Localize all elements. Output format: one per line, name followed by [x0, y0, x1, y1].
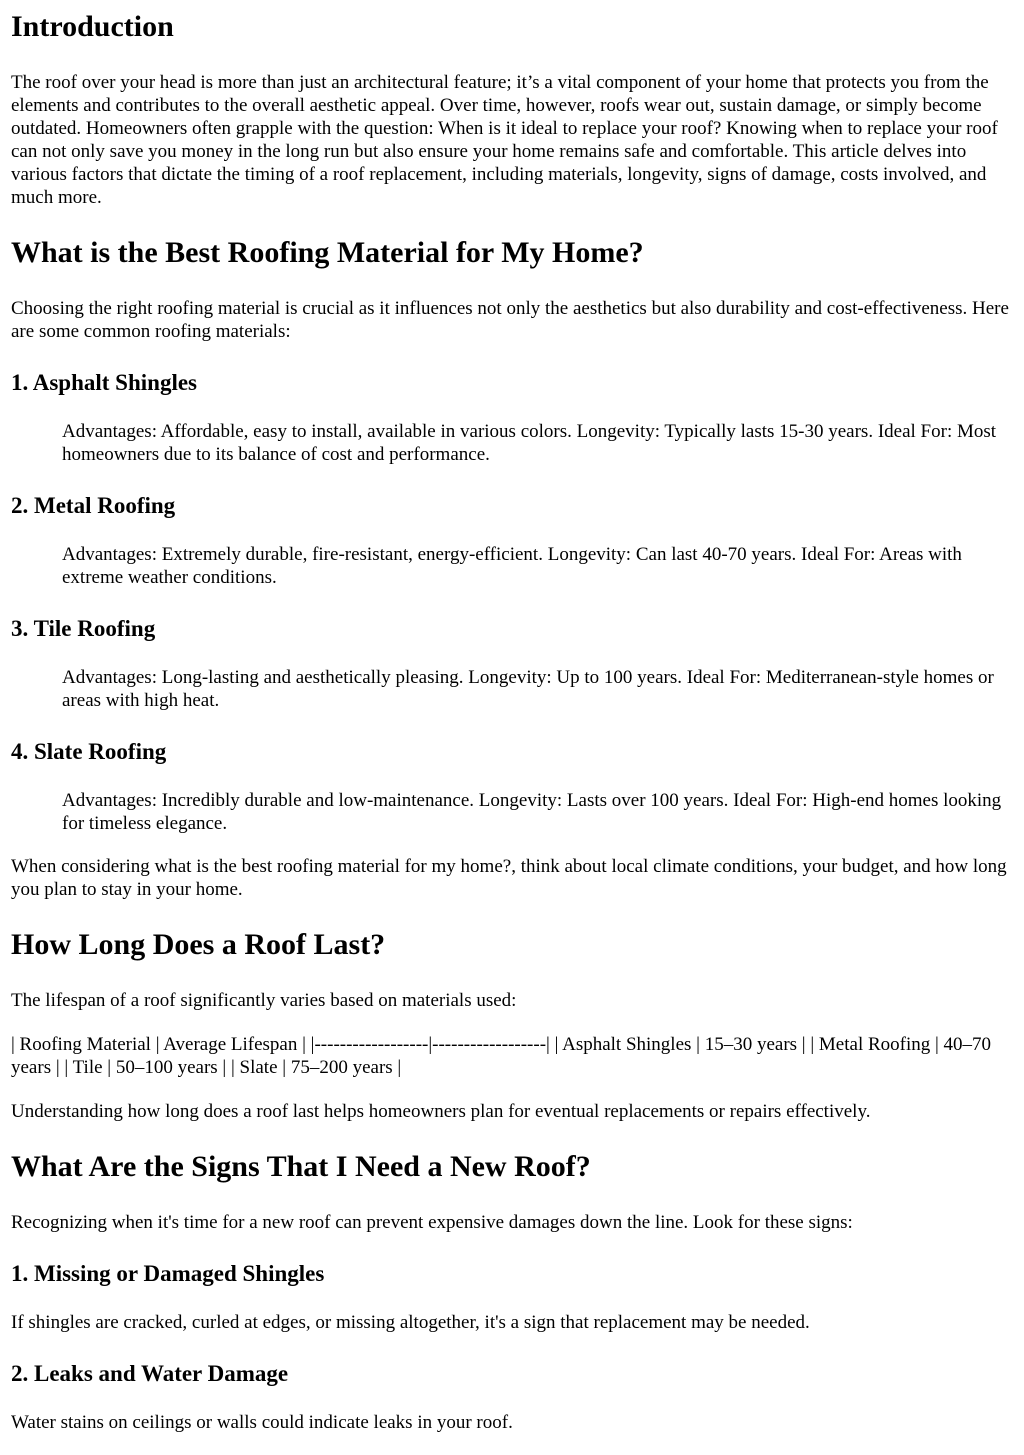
signs-subheading-leaks: 2. Leaks and Water Damage: [11, 1361, 289, 1386]
intro-heading: Introduction: [11, 10, 174, 43]
signs-subheading-shingles: 1. Missing or Damaged Shingles: [11, 1261, 325, 1286]
article: [0, 9, 1024, 1434]
lifespan-outro-paragraph: Understanding how long does a roof last helps homeowners plan for eventual replacements or repairs effectively.: [11, 1101, 871, 1122]
material-intro-paragraph: Choosing the right roofing material is crucial as it influences not only the aesthetics but also durability and cost-effectiveness. Here are some common roofing materials:: [11, 298, 1009, 342]
lifespan-heading: How Long Does a Roof Last?: [11, 928, 386, 961]
lifespan-intro-paragraph: The lifespan of a roof significantly varies based on materials used:: [11, 990, 517, 1011]
intro-paragraph: The roof over your head is more than just an architectural feature; it’s a vital component of your home that protects you from the elements and contributes to the overall aesthetic appeal. Over time, however, roofs wear out, sustain damage, or simply become outdated. Homeowners often grapple with the question: When is it ideal to replace your roof? Knowing when to replace your roof can not only save you money in the long run but also ensure your home remains safe and comfortable. This article delves into various factors that dictate the timing of a roof replacement, including materials, longevity, signs of damage, costs involved, and much more.: [11, 72, 998, 208]
lifespan-table-text: | Roofing Material | Average Lifespan | |------------------|------------------| | Asphalt Shingles | 15–30 years | | Metal Roofing | 40–70 years | | Tile | 50–100 years | | Slate | 75–200 years |: [11, 1034, 992, 1078]
material-quote-slate: Advantages: Incredibly durable and low-maintenance. Longevity: Lasts over 100 years. Ideal For: High-end homes looking for timeless elegance.: [62, 790, 1002, 834]
material-outro-paragraph: When considering what is the best roofing material for my home?, think about local climate conditions, your budget, and how long you plan to stay in your home.: [11, 856, 1007, 900]
signs-intro-paragraph: Recognizing when it's time for a new roof can prevent expensive damages down the line. Look for these signs:: [11, 1212, 853, 1233]
material-quote-metal: Advantages: Extremely durable, fire-resistant, energy-efficient. Longevity: Can last 40-70 years. Ideal For: Areas with extreme weather conditions.: [62, 544, 962, 588]
material-subheading-asphalt: 1. Asphalt Shingles: [11, 370, 197, 395]
material-subheading-metal: 2. Metal Roofing: [11, 493, 176, 518]
signs-paragraph-leaks: Water stains on ceilings or walls could indicate leaks in your roof.: [11, 1412, 513, 1433]
material-quote-asphalt: Advantages: Affordable, easy to install, available in various colors. Longevity: Typically lasts 15-30 years. Ideal For: Most homeowners due to its balance of cost and performance.: [62, 421, 997, 465]
material-quote-tile: Advantages: Long-lasting and aesthetically pleasing. Longevity: Up to 100 years. Ideal For: Mediterranean-style homes or areas with high heat.: [62, 667, 994, 711]
material-heading: What is the Best Roofing Material for My Home?: [11, 236, 644, 269]
material-subheading-tile: 3. Tile Roofing: [11, 616, 156, 641]
signs-paragraph-shingles: If shingles are cracked, curled at edges, or missing altogether, it's a sign that replacement may be needed.: [11, 1312, 810, 1333]
material-subheading-slate: 4. Slate Roofing: [11, 739, 167, 764]
signs-heading: What Are the Signs That I Need a New Roof?: [11, 1150, 591, 1183]
